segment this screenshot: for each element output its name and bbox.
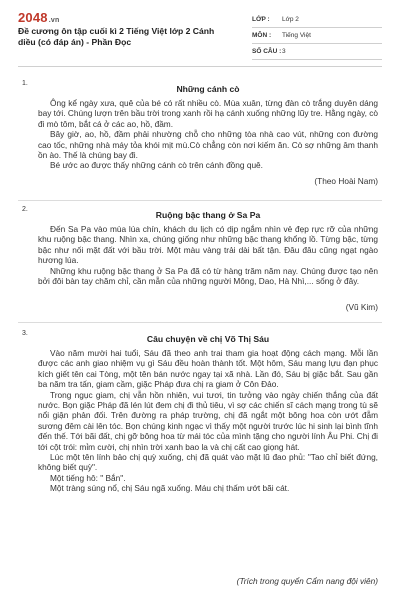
header-divider xyxy=(18,66,382,67)
reading-passage-3 xyxy=(0,330,400,592)
passage-title: Những cánh cò xyxy=(176,84,240,94)
paragraph: Trong ngục giam, chị vẫn hồn nhiên, vui tươi, tin tưởng vào ngày chiến thắng của đất nước. Bọn giặc Pháp đã lén lút đem chị đi thủ tiêu, vì sợ các chiến sĩ cách mạng trong tù sẽ nổi giận phản đối. Trên đường ra pháp trường, chị đã ngắt một bông hoa còn ướt đẫm sương đêm cài lên tóc. Bọn chúng kinh ngạc vì thấy một người trước lúc hi sinh lại bình tĩnh đến thế. Tới bãi đất, chị gỡ bông hoa từ mái tóc của mình tặng cho người lính Âu Phi. Chị đi tới cột trói: mỉm cười, chị nhìn trời xanh bao la và chị cất cao giọng hát. xyxy=(38,389,378,452)
meta-key: LỚP : xyxy=(252,16,270,23)
question-number: 3. xyxy=(22,330,28,337)
meta-value: 3 xyxy=(282,48,286,55)
meta-value: Lớp 2 xyxy=(282,16,299,23)
site-logo[interactable] xyxy=(18,10,59,25)
paragraph: Bây giờ, ao, hồ, đầm phải nhường chỗ cho những tòa nhà cao vút, những con đường cao tốc, những nhà máy tỏa khói mịt mù.Cò chẳng còn nơi kiếm ăn. Cò sợ những âm thanh ồn ào. Thế là chúng bay đi. xyxy=(38,129,378,161)
question-number: 2. xyxy=(22,206,28,213)
document-title: Đề cương ôn tập cuối kì 2 Tiếng Việt lớp 2 Cánh diều (có đáp án) - Phần Đọc xyxy=(18,26,215,47)
paragraph: Lúc một tên lính bảo chị quỳ xuống, chị đã quát vào mặt lũ đao phủ: "Tao chỉ biết đứng, không biết quỳ". xyxy=(38,452,378,473)
section-divider xyxy=(18,322,382,323)
passage-body xyxy=(38,98,378,171)
paragraph: Vào năm mười hai tuổi, Sáu đã theo anh trai tham gia hoạt động cách mạng. Mỗi lần được các anh giao nhiệm vụ gì Sáu đều hoàn thành tốt. Một hôm, Sáu mang lựu đạn phục kích giết tên cai Tòng, một tên bán nước ngay tại xã nhà. Lần đó, Sáu bị giặc bắt. Sau gần ba năm tra tấn, giam cầm, giặc Pháp đưa chị ra giam ở Côn Đảo. xyxy=(38,348,378,390)
passage-source: (Theo Hoài Nam) xyxy=(314,176,378,186)
paragraph: Đến Sa Pa vào mùa lúa chín, khách du lịch có dịp ngắm nhìn vẻ đẹp rực rỡ của những khu ruộng bậc thang. Nhìn xa, chúng giống như những bậc thang khổng lồ. Từng bậc, từng bậc như nối mặt đất với bầu trời. Một màu vàng trải dài bất tận. Đâu đâu cũng ngạt ngào hương lúa. xyxy=(38,224,378,266)
paragraph: Những khu ruộng bậc thang ở Sa Pa đã có từ hàng trăm năm nay. Chúng được tạo nên bởi đôi bàn tay chăm chỉ, cần mẫn của những người Mông, Dao, Hà Nhì,... sống ở đây. xyxy=(38,265,378,287)
paragraph: Bé ước ao được thấy những cánh cò trên cánh đồng quê. xyxy=(50,160,263,171)
question-number: 1. xyxy=(22,80,28,87)
meta-info xyxy=(252,12,382,60)
meta-row-question-count xyxy=(252,44,382,60)
meta-row-class xyxy=(252,12,382,28)
passage-body xyxy=(38,224,378,286)
passage-source: (Trích trong quyển Cẩm nang đội viên) xyxy=(236,576,378,586)
passage-title: Câu chuyện về chị Võ Thị Sáu xyxy=(146,334,270,344)
header xyxy=(0,0,400,62)
meta-key: MÔN : xyxy=(252,32,272,39)
reading-passage-2 xyxy=(0,206,400,318)
section-divider xyxy=(18,200,382,201)
reading-passage-1 xyxy=(0,80,400,192)
passage-source: (Vũ Kim) xyxy=(345,302,378,312)
logo-text: 2048 xyxy=(18,10,48,25)
paragraph: Một tràng súng nổ, chị Sáu ngã xuống. Máu chị thấm ướt bãi cát. xyxy=(50,483,290,494)
meta-row-subject xyxy=(252,28,382,44)
meta-value: Tiếng Việt xyxy=(282,32,311,39)
paragraph: Một tiếng hô: " Bắn". xyxy=(50,472,126,483)
meta-key: SỐ CÂU : xyxy=(252,48,282,55)
logo-suffix: .vn xyxy=(48,17,60,24)
paragraph: Ông kể ngày xưa, quê của bé có rất nhiều cò. Mùa xuân, từng đàn cò trắng duyên dáng bay tới. Chúng lượn trên bầu trời trong xanh rồi hạ cánh xuống những lũy tre. Hằng ngày, cò đi mò tôm, bắt cá ở các ao, hồ, đầm. xyxy=(38,98,378,129)
passage-title: Ruộng bậc thang ở Sa Pa xyxy=(155,210,261,220)
passage-body xyxy=(38,348,378,494)
